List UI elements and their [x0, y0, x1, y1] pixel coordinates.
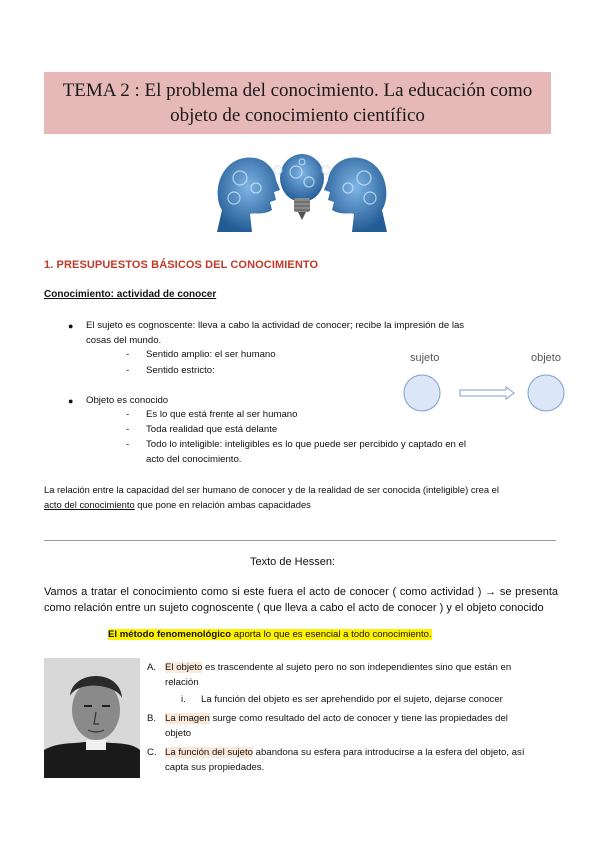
metodo-line [108, 627, 432, 642]
title-box [44, 72, 551, 134]
list-item-i: La función del objeto es ser aprehendido por el sujeto, dejarse conocer [201, 694, 503, 705]
relacion-line2 [44, 497, 311, 512]
list-item-a-text: es trascendente al sujeto pero no son independientes sino que están en [202, 662, 512, 673]
list-item-a-highlight: El objeto [165, 662, 203, 673]
metodo-highlight: El método fenomenológico [108, 629, 232, 640]
gears-heads-illustration [212, 150, 392, 232]
dash-marker: - [126, 409, 130, 420]
subheading: Conocimiento: actividad de conocer [44, 289, 217, 300]
list-marker-c: C. [147, 747, 157, 758]
diagram-label-objeto: objeto [531, 352, 561, 364]
acto-del-conocimiento: acto del conocimiento [44, 499, 135, 510]
hessen-portrait [44, 658, 140, 778]
list-item-b [165, 711, 565, 726]
objeto-line: Objeto es conocido [86, 395, 169, 406]
diagram-label-sujeto: sujeto [410, 352, 440, 364]
list-item-a [165, 660, 560, 675]
list-marker-a: A. [147, 662, 157, 673]
bullet-dot: ● [68, 321, 74, 331]
list-marker-b: B. [147, 713, 157, 724]
section-heading: 1. PRESUPUESTOS BÁSICOS DEL CONOCIMIENTO [44, 259, 319, 271]
page-title: TEMA 2 : El problema del conocimiento. La educación como objeto de conocimiento científico [62, 80, 533, 126]
list-item-c-text: abandona su esfera para introducirse a la esfera del objeto, así [253, 747, 525, 758]
dash-marker: - [126, 424, 130, 435]
divider [44, 540, 556, 541]
objeto-dash3b: acto del conocimiento. [146, 454, 242, 465]
list-item-b-highlight: La imagen [165, 713, 210, 724]
relacion-line2-rest: que pone en relación ambas capacidades [134, 499, 311, 510]
list-item-b-text: surge como resultado del acto de conocer y tiene las propiedades del [209, 713, 508, 724]
sujeto-line2: cosas del mundo. [86, 335, 162, 346]
objeto-dash2: Toda realidad que está delante [146, 424, 278, 435]
objeto-dash3a: Todo lo inteligible: inteligibles es lo que puede ser percibido y captado en el [146, 439, 467, 450]
sujeto-line1: El sujeto es cognoscente: lleva a cabo la actividad de conocer; recibe la impresión de las [86, 320, 465, 331]
bullet-dot: ● [68, 396, 74, 406]
hessen-paragraph: Vamos a tratar el conocimiento como si este fuera el acto de conocer ( como actividad ) → se presenta como relación entre un sujeto cognoscente ( que lleva a cabo el acto de conocer ) y el objeto conocido [44, 586, 558, 614]
dash-marker: - [126, 349, 130, 360]
list-marker-i: i. [181, 694, 186, 705]
sujeto-dash1: Sentido amplio: el ser humano [146, 349, 276, 360]
metodo-rest: aporta lo que es esencial a todo conocimiento. [231, 629, 432, 640]
list-item-a-line2: relación [165, 677, 199, 688]
list-item-c-highlight: La función del sujeto [165, 747, 254, 758]
list-item-b-line2: objeto [165, 728, 192, 739]
objeto-dash1: Es lo que está frente al ser humano [146, 409, 298, 420]
dash-marker: - [126, 439, 130, 450]
relacion-line1: La relación entre la capacidad del ser humano de conocer y de la realidad de ser conocida (inteligible) crea el [44, 484, 499, 495]
list-item-c-line2: capta sus propiedades. [165, 762, 265, 773]
sujeto-dash2: Sentido estricto: [146, 365, 215, 376]
dash-marker: - [126, 365, 130, 376]
sujeto-objeto-diagram [398, 345, 573, 420]
list-item-c [165, 745, 565, 760]
hessen-heading: Texto de Hessen: [250, 556, 335, 568]
